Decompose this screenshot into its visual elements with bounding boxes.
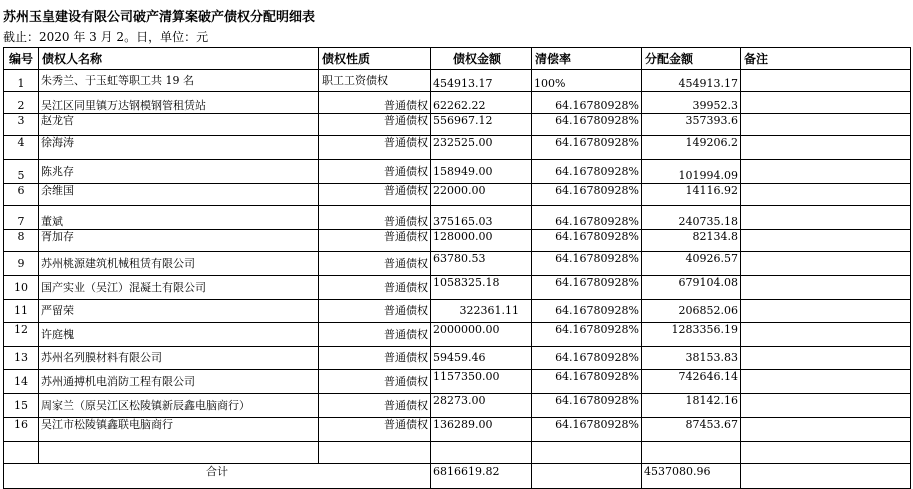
document-title: 苏州玉皇建设有限公司破产清算案破产债权分配明细表 xyxy=(3,10,316,25)
cell-remarks xyxy=(741,70,911,92)
cell-remarks xyxy=(741,300,911,323)
table-row xyxy=(4,70,911,92)
cell-name: 胥加存 xyxy=(39,230,319,252)
table-total-row xyxy=(4,464,911,489)
cell-rate: 64.16780928% xyxy=(532,418,642,442)
cell-amount: 454913.17 xyxy=(431,70,532,92)
cell-rate: 64.16780928% xyxy=(532,370,642,394)
cell-name xyxy=(39,442,319,464)
cell-amount: 136289.00 xyxy=(431,418,532,442)
cell-type: 普通债权 xyxy=(319,160,431,184)
table-row xyxy=(4,347,911,370)
header-rate: 清偿率 xyxy=(532,48,642,70)
cell-name: 余维国 xyxy=(39,184,319,206)
cell-distribution: 357393.6 xyxy=(642,114,741,136)
cell-amount: 556967.12 xyxy=(431,114,532,136)
cell-distribution: 206852.06 xyxy=(642,300,741,323)
cell-name: 国产实业（吴江）混凝土有限公司 xyxy=(39,276,319,300)
cell-no: 1 xyxy=(4,70,39,92)
cell-no: 9 xyxy=(4,252,39,276)
cell-name: 吴江区同里镇万达钢模钢管租赁站 xyxy=(39,92,319,114)
cell-remarks xyxy=(741,276,911,300)
cell-name: 吴江市松陵镇鑫联电脑商行 xyxy=(39,418,319,442)
cell-rate: 64.16780928% xyxy=(532,252,642,276)
cell-rate: 64.16780928% xyxy=(532,276,642,300)
cell-distribution: 101994.09 xyxy=(642,160,741,184)
cell-type: 普通债权 xyxy=(319,347,431,370)
cell-remarks xyxy=(741,252,911,276)
cell-name: 陈兆存 xyxy=(39,160,319,184)
cell-remarks xyxy=(741,184,911,206)
cell-remarks xyxy=(741,418,911,442)
cell-distribution: 742646.14 xyxy=(642,370,741,394)
table-row xyxy=(4,370,911,394)
cell-no: 10 xyxy=(4,276,39,300)
cell-rate: 64.16780928% xyxy=(532,160,642,184)
total-remarks xyxy=(741,464,911,489)
cell-distribution: 240735.18 xyxy=(642,206,741,230)
cell-type: 普通债权 xyxy=(319,184,431,206)
cell-name: 苏州桃源建筑机械租赁有限公司 xyxy=(39,252,319,276)
table-row xyxy=(4,206,911,230)
cell-distribution: 38153.83 xyxy=(642,347,741,370)
cell-no: 3 xyxy=(4,114,39,136)
cell-amount: 59459.46 xyxy=(431,347,532,370)
cell-type: 普通债权 xyxy=(319,394,431,418)
table-row xyxy=(4,276,911,300)
cell-amount: 375165.03 xyxy=(431,206,532,230)
cell-rate: 64.16780928% xyxy=(532,136,642,160)
cell-amount: 128000.00 xyxy=(431,230,532,252)
cell-name: 严留荣 xyxy=(39,300,319,323)
cell-remarks xyxy=(741,347,911,370)
cell-name: 赵龙官 xyxy=(39,114,319,136)
header-type: 债权性质 xyxy=(319,48,431,70)
table-row xyxy=(4,418,911,442)
cell-distribution: 454913.17 xyxy=(642,70,741,92)
cell-name: 徐海涛 xyxy=(39,136,319,160)
cell-remarks xyxy=(741,206,911,230)
cell-amount: 1157350.00 xyxy=(431,370,532,394)
header-name: 债权人名称 xyxy=(39,48,319,70)
cell-amount: 232525.00 xyxy=(431,136,532,160)
cell-name: 苏州通搏机电消防工程有限公司 xyxy=(39,370,319,394)
cell-remarks xyxy=(741,230,911,252)
cell-rate: 64.16780928% xyxy=(532,230,642,252)
cell-no: 5 xyxy=(4,160,39,184)
cell-amount: 322361.11 xyxy=(431,300,532,323)
header-amount: 债权金额 xyxy=(431,48,532,70)
table-row xyxy=(4,184,911,206)
header-remarks: 备注 xyxy=(741,48,911,70)
cell-type: 普通债权 xyxy=(319,276,431,300)
distribution-table xyxy=(3,47,911,489)
cell-no: 14 xyxy=(4,370,39,394)
cell-amount: 158949.00 xyxy=(431,160,532,184)
cell-distribution: 40926.57 xyxy=(642,252,741,276)
cell-rate: 64.16780928% xyxy=(532,184,642,206)
cell-no: 15 xyxy=(4,394,39,418)
table-row xyxy=(4,160,911,184)
cell-distribution: 149206.2 xyxy=(642,136,741,160)
cell-rate: 64.16780928% xyxy=(532,206,642,230)
cell-type: 普通债权 xyxy=(319,370,431,394)
total-distribution: 4537080.96 xyxy=(642,464,741,489)
cell-amount: 28273.00 xyxy=(431,394,532,418)
cell-type: 普通债权 xyxy=(319,136,431,160)
cell-no: 16 xyxy=(4,418,39,442)
cell-type: 普通债权 xyxy=(319,114,431,136)
cell-distribution: 1283356.19 xyxy=(642,323,741,347)
cell-remarks xyxy=(741,160,911,184)
cell-distribution: 18142.16 xyxy=(642,394,741,418)
cell-rate: 64.16780928% xyxy=(532,394,642,418)
cell-type: 普通债权 xyxy=(319,323,431,347)
total-amount: 6816619.82 xyxy=(431,464,532,489)
table-row xyxy=(4,252,911,276)
cell-distribution: 87453.67 xyxy=(642,418,741,442)
document-subtitle: 截止：2020 年 3 月 2。日，单位：元 xyxy=(3,30,209,44)
table-row xyxy=(4,323,911,347)
cell-remarks xyxy=(741,92,911,114)
cell-remarks xyxy=(741,114,911,136)
table-row xyxy=(4,136,911,160)
cell-distribution xyxy=(642,442,741,464)
table-row xyxy=(4,114,911,136)
table-row xyxy=(4,300,911,323)
cell-type: 普通债权 xyxy=(319,418,431,442)
cell-no: 13 xyxy=(4,347,39,370)
cell-name: 苏州名列膜材料有限公司 xyxy=(39,347,319,370)
cell-no: 7 xyxy=(4,206,39,230)
cell-remarks xyxy=(741,323,911,347)
cell-amount: 22000.00 xyxy=(431,184,532,206)
cell-type: 职工工资债权 xyxy=(319,70,431,92)
total-label: 合计 xyxy=(4,464,431,489)
header-distribution: 分配金额 xyxy=(642,48,741,70)
cell-name: 许庭槐 xyxy=(39,323,319,347)
cell-rate: 64.16780928% xyxy=(532,347,642,370)
cell-distribution: 82134.8 xyxy=(642,230,741,252)
cell-remarks xyxy=(741,442,911,464)
cell-no: 11 xyxy=(4,300,39,323)
cell-name: 朱秀兰、于玉虹等职工共 19 名 xyxy=(39,70,319,92)
cell-distribution: 679104.08 xyxy=(642,276,741,300)
cell-no: 6 xyxy=(4,184,39,206)
cell-type xyxy=(319,442,431,464)
cell-remarks xyxy=(741,136,911,160)
cell-distribution: 39952.3 xyxy=(642,92,741,114)
cell-amount: 2000000.00 xyxy=(431,323,532,347)
table-row-empty xyxy=(4,442,911,464)
table-header-row xyxy=(4,48,911,70)
cell-no: 2 xyxy=(4,92,39,114)
cell-type: 普通债权 xyxy=(319,92,431,114)
cell-amount: 63780.53 xyxy=(431,252,532,276)
cell-amount xyxy=(431,442,532,464)
cell-amount: 62262.22 xyxy=(431,92,532,114)
cell-type: 普通债权 xyxy=(319,206,431,230)
cell-rate: 64.16780928% xyxy=(532,300,642,323)
table-row xyxy=(4,230,911,252)
cell-rate: 64.16780928% xyxy=(532,92,642,114)
cell-rate: 100% xyxy=(532,70,642,92)
total-rate xyxy=(532,464,642,489)
cell-rate xyxy=(532,442,642,464)
cell-name: 周家兰（原吴江区松陵镇新辰鑫电脑商行） xyxy=(39,394,319,418)
cell-rate: 64.16780928% xyxy=(532,323,642,347)
cell-no: 4 xyxy=(4,136,39,160)
cell-distribution: 14116.92 xyxy=(642,184,741,206)
cell-type: 普通债权 xyxy=(319,300,431,323)
header-no: 编号 xyxy=(4,48,39,70)
cell-remarks xyxy=(741,370,911,394)
cell-rate: 64.16780928% xyxy=(532,114,642,136)
cell-type: 普通债权 xyxy=(319,252,431,276)
cell-no: 8 xyxy=(4,230,39,252)
cell-type: 普通债权 xyxy=(319,230,431,252)
table-row xyxy=(4,394,911,418)
table-row xyxy=(4,92,911,114)
cell-amount: 1058325.18 xyxy=(431,276,532,300)
cell-no xyxy=(4,442,39,464)
cell-remarks xyxy=(741,394,911,418)
cell-name: 董斌 xyxy=(39,206,319,230)
cell-no: 12 xyxy=(4,323,39,347)
